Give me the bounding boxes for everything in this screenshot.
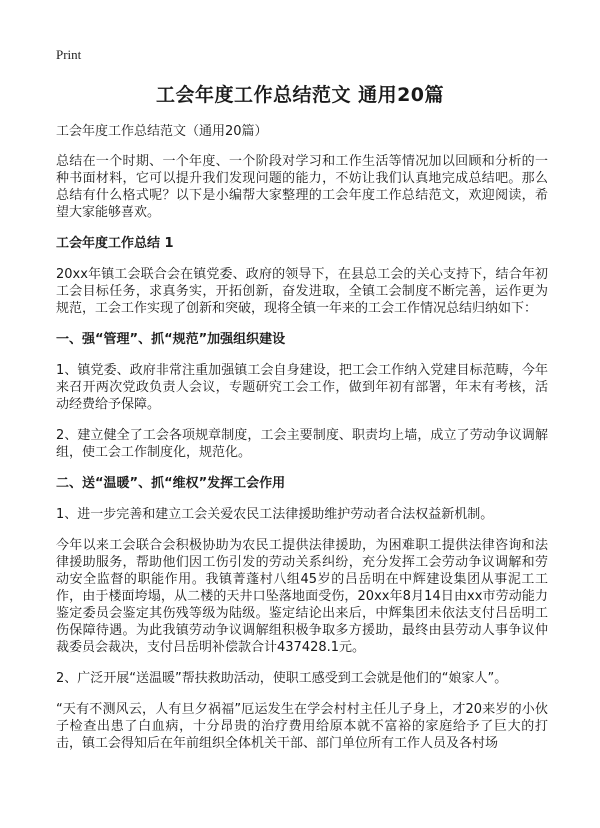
paragraph-a1: 1、镇党委、政府非常注重加强镇工会自身建设，把工会工作纳入党建目标范畴，今年来召开两次党政负责人会议，专题研究工会工作，做到年初有部署，年末有考核，活动经费给予保障。 <box>56 363 548 412</box>
paragraph-b4: “天有不测风云，人有旦夕祸福”厄运发生在学会村村主任儿子身上，才20来岁的小伙子检查出患了白血病，十分昂贵的治疗费用给原本就不富裕的家庭给予了巨大的打击，镇工会得知后在年前组织全体机关干部、部门单位所有工作人员及各村场 <box>56 702 548 751</box>
document-body <box>56 123 548 766</box>
heading-organization: 一、强“管理”、抓“规范”加强组织建设 <box>56 332 286 347</box>
print-link[interactable]: Print <box>56 47 82 62</box>
paragraph-a2: 2、建立健全了工会各项规章制度，工会主要制度、职责均上墙，成立了劳动争议调解组，使工会工作制度化，规范化。 <box>56 428 548 460</box>
intro-paragraph: 总结在一个时期、一个年度、一个阶段对学习和工作生活等情况加以回顾和分析的一种书面材料，它可以提升我们发现问题的能力，不妨让我们认真地完成总结吧。那么总结有什么格式呢？以下是小编帮大家整理的工会年度工作总结范文，欢迎阅读，希望大家能够喜欢。 <box>56 154 548 220</box>
paragraph-b2: 今年以来工会联合会积极协助为农民工提供法律援助，为困难职工提供法律咨询和法律援助服务，帮助他们因工伤引发的劳动关系纠纷，充分发挥工会劳动争议调解和劳动安全监督的职能作用。我镇菁蓬村八组45岁的吕岳明在中辉建设集团从事泥工工作，由于楼面垮塌，从二楼的天井口坠落地面受伤，20xx年8月14日由xx市劳动能力鉴定委员会鉴定其伤残等级为陆级。鉴定结论出来后，中辉集团未依法支付吕岳明工伤保障待遇。为此我镇劳动争议调解组积极争取多方援助，最终由县劳动人事争议仲裁委员会裁决，支付吕岳明补偿款合计437428.1元。 <box>56 538 548 655</box>
section1-intro-paragraph: 20xx年镇工会联合会在镇党委、政府的领导下，在县总工会的关心支持下，结合年初工会目标任务，求真务实，开拓创新，奋发进取，全镇工会制度不断完善，运作更为规范，工会工作实现了创新和突破，现将全镇一年来的工会工作情况总结归纳如下： <box>56 267 548 316</box>
document-subtitle: 工会年度工作总结范文（通用20篇） <box>56 124 268 139</box>
paragraph-b1: 1、进一步完善和建立工会关爱农民工法律援助维护劳动者合法权益新机制。 <box>56 507 494 522</box>
page-title: 工会年度工作总结范文 通用20篇 <box>155 84 445 106</box>
heading-warmth-rights: 二、送“温暖”、抓“维权”发挥工会作用 <box>56 476 286 491</box>
section-heading-1: 工会年度工作总结 1 <box>56 236 174 251</box>
paragraph-b3: 2、广泛开展“送温暖”帮扶救助活动，使职工感受到工会就是他们的“娘家人”。 <box>56 671 508 686</box>
